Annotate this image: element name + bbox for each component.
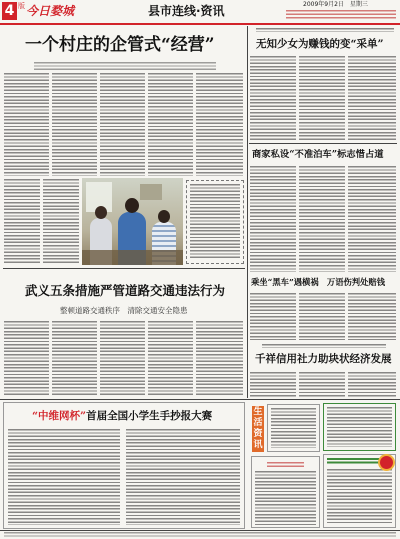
section-rule [0,399,400,400]
article-body-column [52,321,97,396]
footer-rule [0,530,400,531]
kicker-girl [256,28,394,32]
ad-text [327,407,392,447]
article-body-column [196,73,243,176]
article-subtitle-village [34,62,216,70]
article-body-column [4,73,49,176]
article-body-column [250,56,296,140]
issue-date: 2009年9月2日 星期三 [303,1,368,8]
section-rule [3,268,245,269]
article-body-column [250,293,296,340]
kicker-credit [262,344,386,348]
photo-head [158,210,170,223]
section-rule [249,143,397,144]
footer-text [4,532,396,537]
article-headline-wuyi: 武义五条措施严管道路交通违法行为 [25,283,226,298]
article-photo [82,178,183,265]
ad-heading [267,462,304,467]
article-body-column [100,321,145,396]
contest-headline [32,411,212,422]
contest-title: 首届全国小学生手抄报大赛 [86,410,213,422]
article-headline-girl: 无知少女为赚钱的变“采单” [256,38,384,50]
column-divider [247,26,248,398]
article-body-column [4,321,49,396]
ads-column-title: 生活资讯 [253,407,263,450]
article-body-column [196,321,243,396]
brand-logo: 今日婺城 [26,4,75,18]
photo-poster [140,184,162,200]
header-info-lines [286,10,396,21]
article-body-column [348,372,396,397]
photo-head [95,206,107,219]
article-headline-credit: 千祥信用社力助块状经济发展 [255,353,392,365]
article-body-column [299,56,345,140]
article-headline-village: 一个村庄的企管式“经营” [25,35,215,55]
article-subtitle-wuyi: 整顿道路交通秩序 清除交通安全隐患 [60,306,188,315]
header-rule [0,23,400,25]
section-title: 县市连线·资讯 [148,4,225,18]
contest-sponsor: “中维网杯” [32,410,87,422]
photo-head [125,198,139,213]
article-body-column [250,372,296,397]
article-body-column [4,179,40,265]
ad-box [267,404,320,452]
article-body-column [348,293,396,340]
ad-burst-icon [380,456,393,469]
article-body-column [52,73,97,176]
article-body-column [348,166,396,272]
article-body-column [148,321,193,396]
article-body-column [43,179,79,265]
ad-box [323,403,396,451]
page-number-badge: 4 [2,2,17,20]
photo-table [82,250,183,265]
article-body-column [348,56,396,140]
article-body-column [299,293,345,340]
article-headline-blackcar: 乘坐“黑车”遇横祸 万语伤判处赔钱 [251,277,385,287]
ad-heading [327,458,379,465]
article-body-column [299,372,345,397]
article-body-column [299,166,345,272]
ad-box [251,456,320,528]
ad-text [271,408,316,448]
ad-text [255,471,316,525]
article-body-column [148,73,193,176]
photo-caption-box [186,180,244,264]
article-body-column [250,166,296,272]
contest-body-column [8,429,120,525]
ad-text [327,469,392,525]
article-headline-parking: 商家私设“不准泊车”标志惜占道 [252,149,384,160]
photo-caption-text [190,184,240,260]
page-label: 版 [18,2,25,10]
article-body-column [100,73,145,176]
contest-body-column [126,429,240,525]
